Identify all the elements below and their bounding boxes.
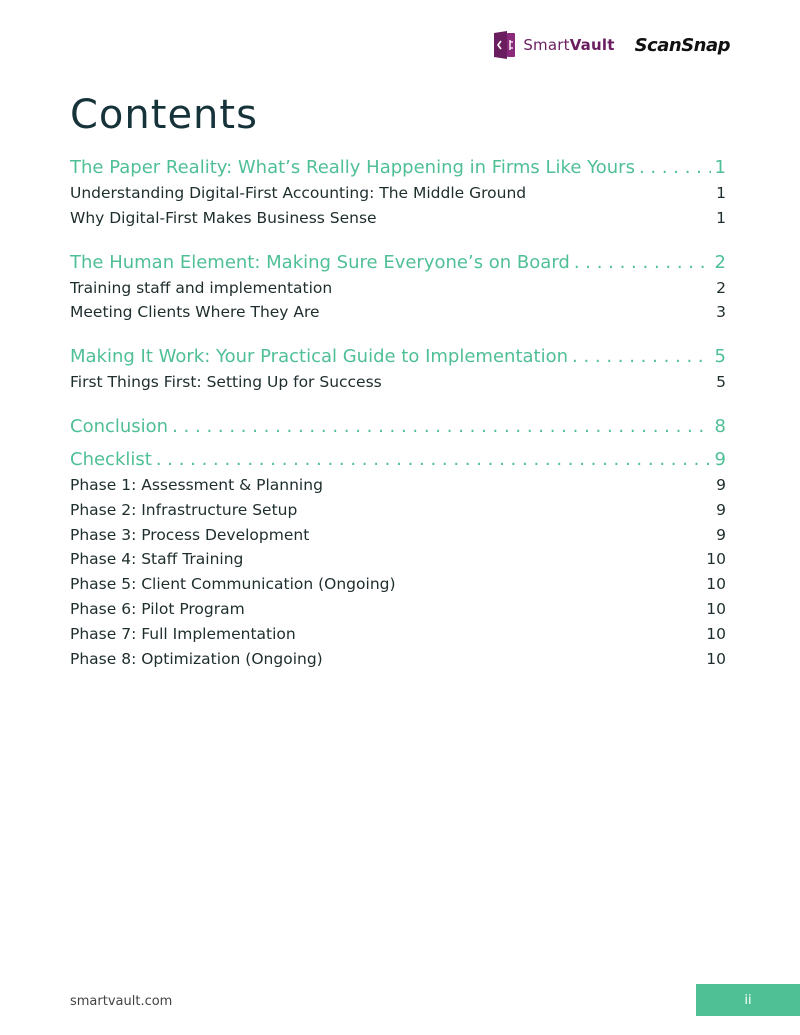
page-title: Contents [70,92,258,138]
toc-entry-phase-5[interactable] [70,572,726,597]
toc-entry-label: Phase 4: Staff Training [70,550,244,569]
toc-page-number: 5 [714,346,726,368]
toc-leader-dots [572,344,711,370]
footer-url[interactable]: smartvault.com [70,994,173,1009]
toc-leader-dots [156,447,711,473]
toc-entry-phase-2[interactable] [70,498,726,523]
smartvault-wordmark-regular: Smart [523,36,570,54]
toc-page-number: 2 [714,251,726,273]
toc-page-number: 10 [706,575,726,594]
toc-section-checklist[interactable] [70,447,726,473]
toc-page-number: 9 [716,525,726,544]
toc-entry-label: Phase 1: Assessment & Planning [70,475,323,494]
toc-entry-label: Phase 6: Pilot Program [70,599,245,618]
smartvault-icon [491,30,517,60]
toc-page-number: 9 [714,448,726,470]
toc-page-number: 3 [716,303,726,322]
scansnap-logo: ScanSnap [634,34,730,56]
toc-page-number: 1 [714,157,726,178]
smartvault-wordmark-bold: Vault [569,36,615,54]
toc-entry-phase-1[interactable] [70,473,726,498]
toc-entry-label: Understanding Digital-First Accounting: The Middle Ground [70,184,527,202]
toc-entry-phase-3[interactable] [70,523,726,548]
toc-entry-label: Training staff and implementation [70,278,333,297]
toc-page-number: 10 [706,599,726,618]
toc-section-label: Making It Work: Your Practical Guide to Implementation [70,346,569,368]
toc-entry-meeting-clients[interactable] [70,300,726,325]
smartvault-wordmark [523,36,614,54]
toc-leader-dots [639,155,711,181]
toc-entry-label: Phase 8: Optimization (Ongoing) [70,649,323,668]
toc-section-label: The Human Element: Making Sure Everyone’s on Board [70,251,570,273]
toc-entry-phase-8[interactable] [70,647,726,672]
toc-entry-phase-7[interactable] [70,622,726,647]
toc-page-number: 9 [716,500,726,519]
toc-page-number: 5 [716,373,726,392]
smartvault-logo [491,30,614,60]
toc-entry-label: Phase 5: Client Communication (Ongoing) [70,575,396,594]
toc-leader-dots [172,414,710,440]
toc-page-number: 8 [714,415,726,437]
toc-page-number: 10 [706,649,726,668]
toc-entry-phase-4[interactable] [70,547,726,572]
footer-page-number: ii [696,984,800,1016]
toc-section-conclusion[interactable] [70,414,726,440]
toc-entry-label: Phase 7: Full Implementation [70,624,296,643]
toc-entry-digital-first-accounting[interactable] [70,181,726,206]
toc-entry-label: Meeting Clients Where They Are [70,303,320,322]
toc-section-human-element[interactable] [70,250,726,276]
toc-entry-label: First Things First: Setting Up for Success [70,373,382,392]
toc-entry-business-sense[interactable] [70,206,726,231]
toc-page-number: 10 [706,550,726,569]
toc-page-number: 1 [716,208,726,227]
toc-section-making-it-work[interactable] [70,344,726,370]
toc-entry-training-staff[interactable] [70,276,726,301]
toc-section-label: The Paper Reality: What’s Really Happening in Firms Like Yours [70,157,635,178]
toc-page-number: 1 [716,184,726,202]
toc-page-number: 2 [716,278,726,297]
header-logos [491,30,730,60]
toc-section-label: Conclusion [70,415,169,437]
toc-entry-phase-6[interactable] [70,597,726,622]
toc-entry-label: Phase 2: Infrastructure Setup [70,500,298,519]
toc-section-label: Checklist [70,448,152,470]
toc-section-paper-reality[interactable] [70,155,726,181]
toc-leader-dots [574,250,711,276]
toc-entry-label: Phase 3: Process Development [70,525,310,544]
table-of-contents [70,155,726,671]
toc-entry-label: Why Digital-First Makes Business Sense [70,208,377,227]
toc-page-number: 10 [706,624,726,643]
toc-page-number: 9 [716,475,726,494]
toc-entry-first-things-first[interactable] [70,370,726,395]
